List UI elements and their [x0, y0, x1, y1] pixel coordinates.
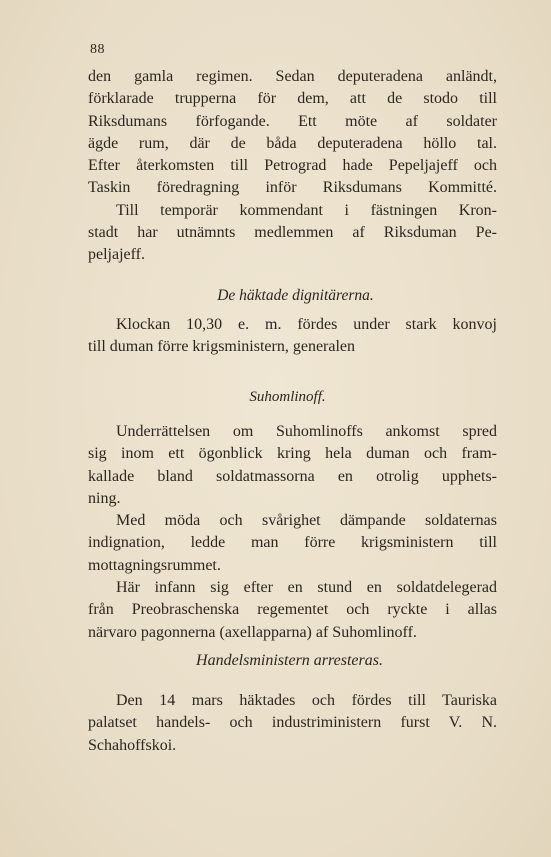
text-line: förklarade trupperna för dem, att de stodo till [88, 90, 497, 108]
paragraph-6 [88, 690, 497, 757]
text-line: närvaro pagonnerna (axellapparna) af Suhomlinoff. [88, 623, 417, 641]
text-line: den gamla regimen. Sedan deputeradena anländt, [88, 68, 497, 85]
text-line: Till temporär kommendant i fästningen Kron- [116, 201, 497, 219]
text-line: sig inom ett ögonblick kring hela duman och fram- [88, 445, 497, 463]
text-line: Den 14 mars häktades och fördes till Tauriska [116, 692, 497, 709]
text-line: Schahoffskoi. [88, 736, 177, 754]
text-line: kallade bland soldatmassorna en otrolig upphets- [88, 467, 497, 485]
text-line: mottagningsrummet. [88, 556, 221, 574]
text-line: ägde rum, där de båda deputeradena höllo tal. [88, 134, 497, 152]
text-line: peljajeff. [88, 246, 146, 264]
paragraph-group [88, 421, 497, 644]
text-line: till duman förre krigsministern, generalen [88, 338, 356, 356]
paragraph-1 [88, 66, 497, 267]
text-line: palatset handels- och industriministern furst V. N. [88, 714, 497, 732]
section-heading: Handelsministern arresteras. [196, 652, 383, 669]
paragraph-2 [88, 314, 497, 359]
text-line: Underrättelsen om Suhomlinoffs ankomst spred [116, 423, 497, 440]
section-heading: Suhomlinoff. [249, 389, 326, 405]
text-line: Taskin föredragning inför Riksdumans Kommitté. [88, 179, 497, 197]
text-line: Klockan 10,30 e. m. fördes under stark konvoj [116, 316, 497, 333]
text-line: Med möda och svårighet dämpande soldaternas [116, 512, 497, 530]
text-line: Riksdumans förfogande. Ett möte af soldater [88, 112, 497, 130]
text-line: ning. [88, 489, 121, 507]
text-line: från Preobraschenska regementet och ryckte i allas [88, 601, 497, 619]
page-number: 88 [90, 42, 105, 57]
text-line: stadt har utnämnts medlemmen af Riksduman Pe- [88, 224, 497, 242]
section-heading: De häktade dignitärerna. [217, 287, 374, 304]
text-line: indignation, ledde man förre krigsministern till [88, 534, 497, 552]
text-line: Här infann sig efter en stund en soldatdelegerad [116, 579, 497, 597]
text-line: Efter återkomsten till Petrograd hade Pepeljajeff och [88, 157, 497, 175]
